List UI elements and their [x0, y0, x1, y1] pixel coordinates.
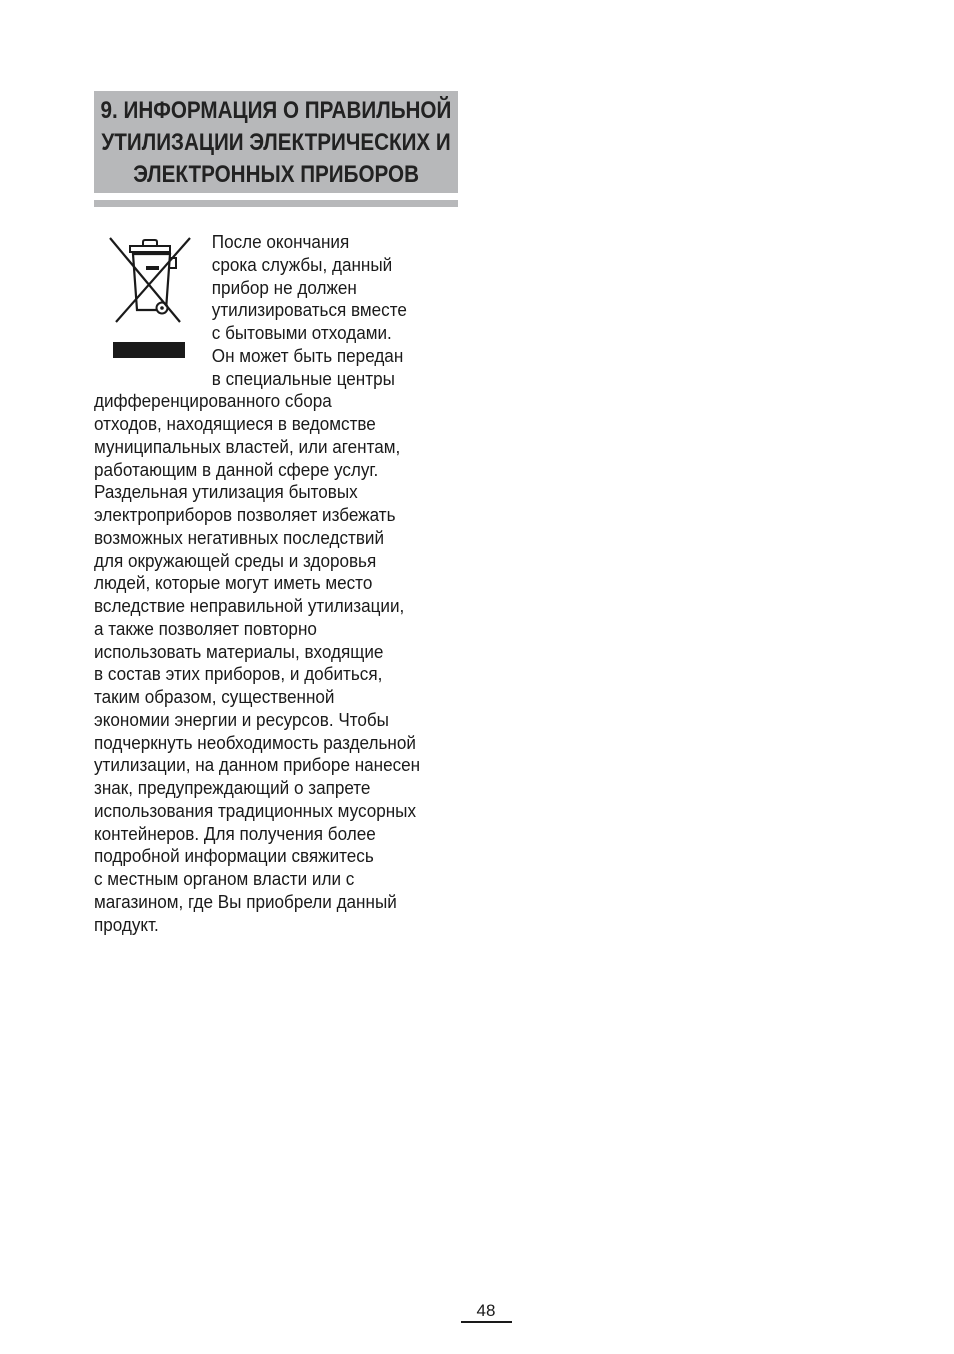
text-line: использовать материалы, входящие — [94, 641, 384, 662]
page-number-underline — [461, 1321, 512, 1323]
text-line: для окружающей среды и здоровья — [94, 550, 377, 571]
text-line: контейнеров. Для получения более — [94, 823, 376, 844]
section-title-line-2: УТИЛИЗАЦИИ ЭЛЕКТРИЧЕСКИХ И — [101, 129, 451, 156]
text-line: утилизации, на данном приборе нанесен — [94, 755, 421, 776]
text-line: знак, предупреждающий о запрете — [94, 778, 371, 798]
text-line: с местным органом власти или с — [94, 869, 355, 889]
text-line: электроприборов позволяет избежать — [94, 505, 396, 525]
text-line: срока службы, данный — [211, 254, 393, 275]
disposal-info-text — [94, 231, 464, 936]
page-number: 48 — [476, 1301, 496, 1320]
text-line: Раздельная утилизация бытовых — [94, 482, 358, 503]
text-line: отходов, находящиеся в ведомстве — [94, 414, 376, 434]
text-line: Он может быть передан — [211, 345, 404, 366]
text-line: в состав этих приборов, и добиться, — [94, 664, 383, 685]
text-line: использования традиционных мусорных — [94, 800, 417, 821]
text-line: магазином, где Вы приобрели данный — [94, 891, 397, 912]
text-line: дифференцированного сбора — [94, 391, 332, 412]
text-line: подчеркнуть необходимость раздельной — [94, 732, 416, 753]
text-line: утилизироваться вместе — [211, 300, 407, 321]
text-line: в специальные центры — [211, 368, 395, 389]
text-line: прибор не должен — [211, 277, 357, 298]
text-line: После окончания — [211, 232, 350, 252]
text-line: а также позволяет повторно — [94, 618, 317, 639]
text-line: экономии энергии и ресурсов. Чтобы — [94, 709, 389, 730]
heading-divider — [94, 200, 458, 207]
text-line: продукт. — [94, 914, 159, 935]
text-line: подробной информации свяжитесь — [94, 846, 374, 867]
text-line: таким образом, существенной — [94, 687, 335, 707]
section-title-line-3: ЭЛЕКТРОННЫХ ПРИБОРОВ — [133, 161, 419, 188]
section-heading — [94, 91, 458, 193]
text-line: людей, которые могут иметь место — [94, 573, 373, 594]
text-line: работающим в данной сфере услуг. — [94, 459, 379, 480]
text-line: с бытовыми отходами. — [211, 323, 392, 343]
text-line: возможных негативных последствий — [94, 527, 385, 548]
text-line: муниципальных властей, или агентам, — [94, 436, 401, 457]
text-line: вследствие неправильной утилизации, — [94, 596, 405, 616]
section-title-line-1: 9. ИНФОРМАЦИЯ О ПРАВИЛЬНОЙ — [100, 97, 452, 124]
